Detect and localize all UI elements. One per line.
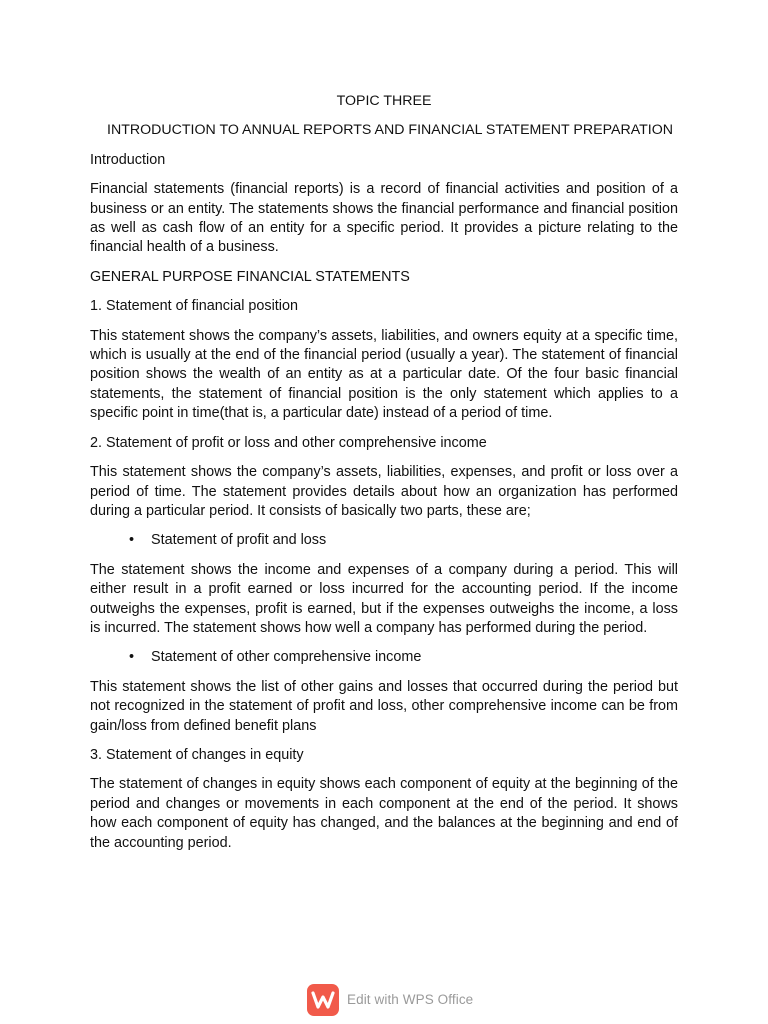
bullet-item-other-comprehensive-income xyxy=(90,648,678,667)
section2-paragraph: This statement shows the company’s assets, liabilities, expenses, and profit or loss over a period of time. The statement provides details about how an organization has performed during a particular period. It consists of basically two parts, these are; xyxy=(90,464,678,519)
section3-heading: 3. Statement of changes in equity xyxy=(90,746,304,763)
section1-heading: 1. Statement of financial position xyxy=(90,298,298,315)
topic-label: TOPIC THREE xyxy=(336,93,432,109)
bullet1-paragraph: The statement shows the income and expenses of a company during a period. This will either result in a profit earned or loss incurred for the accounting period. If the income outweighs the expenses, profit is earned, but if the expenses outweighs the income, a loss is incurred. The statement shows how well a company has performed during the period. xyxy=(90,561,678,636)
bullet1-heading: Statement of profit and loss xyxy=(151,532,327,549)
bullet-item-profit-and-loss xyxy=(90,531,678,550)
general-purpose-heading: GENERAL PURPOSE FINANCIAL STATEMENTS xyxy=(90,268,410,285)
wps-edit-label[interactable]: Edit with WPS Office xyxy=(347,992,474,1007)
main-title: INTRODUCTION TO ANNUAL REPORTS AND FINANCIAL STATEMENT PREPARATION xyxy=(107,122,673,139)
bullet-icon: • xyxy=(129,532,135,549)
bullet2-paragraph: This statement shows the list of other gains and losses that occurred during the period but not recognized in the statement of profit and loss, other comprehensive income can be from gain/loss from defined benefit plans xyxy=(90,678,678,734)
wps-office-logo-icon xyxy=(307,984,339,1016)
section3-paragraph: The statement of changes in equity shows each component of equity at the beginning of the period and changes or movements in each component at the end of the period. It shows how each component of equity has changed, and the balances at the beginning and end of the accounting period. xyxy=(90,776,678,851)
section2-heading: 2. Statement of profit or loss and other comprehensive income xyxy=(90,434,487,451)
bullet-icon: • xyxy=(129,649,135,666)
bullet2-heading: Statement of other comprehensive income xyxy=(151,649,422,666)
intro-heading: Introduction xyxy=(90,151,166,168)
wps-watermark[interactable] xyxy=(0,984,768,1018)
intro-paragraph: Financial statements (financial reports) is a record of financial activities and position of a business or an entity. The statements shows the financial performance and financial position as well as cash flow of an entity for a specific period. It provides a picture relating to the financial health of a business. xyxy=(90,181,678,256)
section1-paragraph: This statement shows the company’s assets, liabilities, and owners equity at a specific time, which is usually at the end of the financial period (usually a year). The statement of financial position shows the wealth of an entity as at a particular date. Of the four basic financial statements, the statement of financial position is the only statement which applies to a specific point in time(that is, a particular date) instead of a period of time. xyxy=(90,327,678,422)
document-body xyxy=(90,92,678,863)
